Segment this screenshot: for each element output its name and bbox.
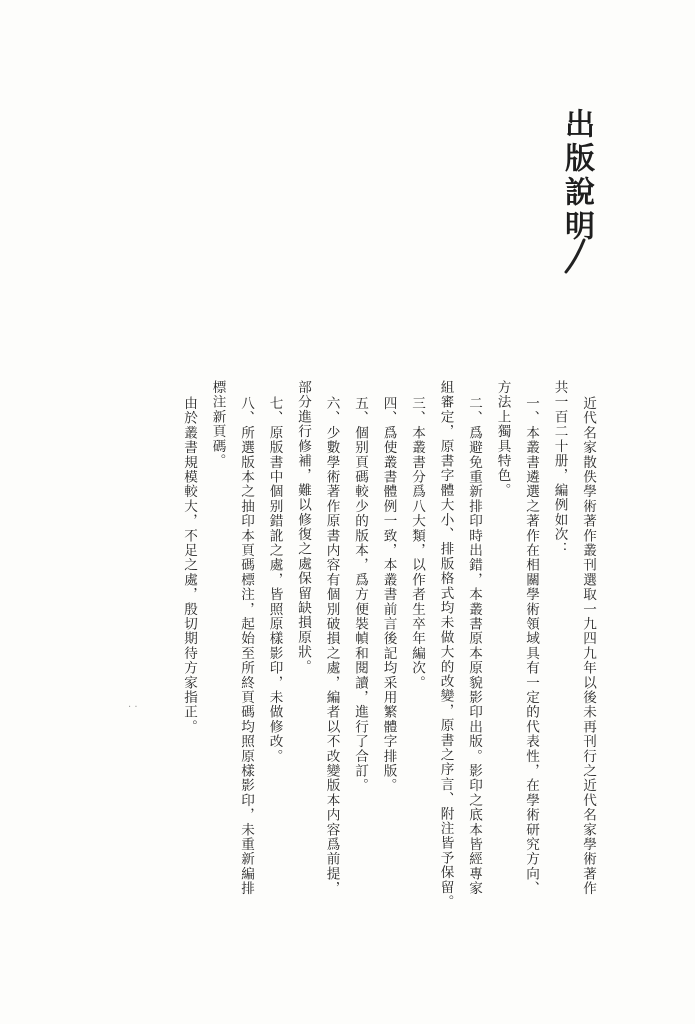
rule-6: 六、少數學術著作原書内容有個別破損之處，編者以不改變版本内容爲前提，部分進行修補，難以修復之處保留缺損原狀。 — [295, 380, 340, 897]
rule-1: 一、本叢書遴選之著作在相關學術領域具有一定的代表性，在學術研究方向、方法上獨具特色。 — [494, 380, 539, 897]
slash-mark — [562, 236, 592, 276]
rule-5: 五、個别頁碼較少的版本，爲方便裝幀和閱讀，進行了合訂。 — [352, 396, 368, 794]
page-title: 出版說明 — [559, 108, 594, 244]
rule-8: 八、所選版本之抽印本頁碼標注，起始至所終頁碼均照原樣影印，未重新編排標注新頁碼。 — [209, 380, 254, 897]
rule-7: 七、原版書中個别錯訛之處，皆照原樣影印，未做修改。 — [266, 396, 283, 764]
rule-3: 三、本叢書分爲八大類，以作者生卒年編次。 — [409, 396, 425, 691]
closing-paragraph: 由於叢書規模較大，不足之處，殷切期待方家指正。 — [181, 396, 197, 735]
scan-speck: · · — [128, 702, 138, 713]
publication-notes-body — [170, 380, 602, 910]
rule-2: 二、爲避免重新排印時出錯，本叢書原本原貌影印出版。影印之底本皆經專家組審定，原書字體大小、排版格式均未做大的改變，原書之序言、附注皆予保留。 — [437, 380, 482, 910]
rule-4: 四、爲使叢書體例一致，本叢書前言後記均采用繁體字排版。 — [380, 396, 397, 794]
intro-paragraph: 近代名家散佚學術著作叢刊選取一九四九年以後未再刊行之近代名家學術著作共一百二十册，編例如次： — [551, 380, 596, 897]
